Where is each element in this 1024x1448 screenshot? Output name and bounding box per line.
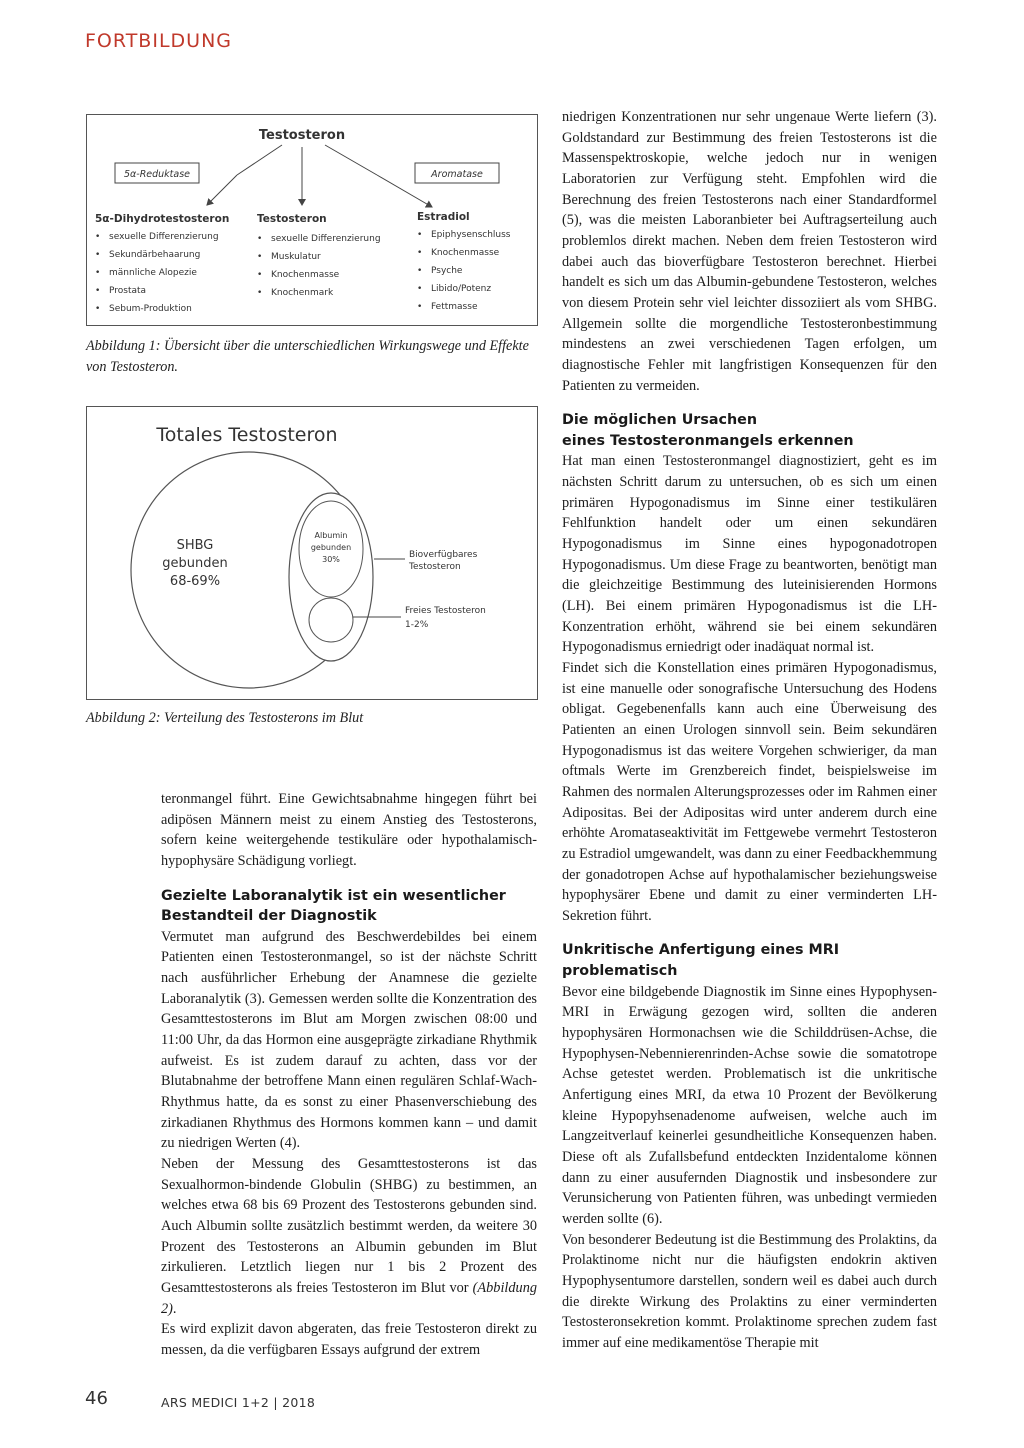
fig1-title: Testosteron [258,128,346,143]
fig1-col1-item: Sebum-Produktion [109,304,192,314]
fig1-col1-bullet: • [95,250,101,260]
fig2-shbg-line: SHBG [176,538,214,553]
fig1-line-right [325,145,377,175]
fig1-col2-bullet: • [257,252,263,262]
left-text-column [161,789,537,1361]
journal-name: ARS MEDICI 1+2 | 2018 [161,1395,316,1410]
figure-reference: (Abbildung 2) [161,1279,537,1317]
paragraph: Findet sich die Konstellation eines primären Hypogonadismus, ist eine manuelle oder sonografische Untersuchung des Hodens obligat. Gegebenenfalls kann auch eine Überweisung des Patienten an einen Urologen sinnvoll sein. Beim sekundären Hypogonadismus ist das weitere Vorgehen schwieriger, da man oftmals Werte im Grenzbereich findet, beispielsweise im Rahmen des normalen Alterungsprozesses oder im Rahmen einer Adipositas. Bei der Adipositas wird unter anderem durch eine erhöhte Aromataseaktivität im Fettgewebe vermehrt Testosteron zu Estradiol umgewandelt, was dann zu einer Feedbackhemmung der gonadotropen Achse auf hypothalamischer beziehungsweise hypophysärer Ebene und damit zu einer verminderten LH-Sekretion führt. [562,659,937,924]
figure-2-caption: Abbildung 2: Verteilung des Testosterons im Blut [86,710,364,726]
fig2-free-circle [309,598,353,642]
right-text-column [562,107,937,1353]
paragraph-end: . [172,1300,177,1317]
fig1-col1-item: Prostata [109,286,147,296]
fig1-col3-bullet: • [417,266,423,276]
figure-1-caption: Abbildung 1: Übersicht über die unterschiedlichen Wirkungswege und Effekte von Testosteron. [86,338,529,375]
fig2-free-line: Freies Testosteron [405,606,486,616]
fig1-enzyme-left: 5α-Reduktase [123,169,191,180]
figure-1-diagram [87,115,537,325]
paragraph: Vermutet man aufgrund des Beschwerdebildes bei einem Patienten einen Testosteronmangel, so ist der nächste Schritt nach ausführlicher Erhebung der Anamnese die gezielte Laboranalytik (3). Gemessen werden sollte die Konzentration des Gesamttestosterons im Blut am Morgen zwischen 08:00 und 11:00 Uhr, da das Hormon eine ausgeprägte zirkadiane Rhythmik aufweist. Es ist zudem darauf zu achten, dass vor der Blutabnahme der betroffene Mann einen regulären Schlaf-Wach-Rhythmus hatte, da es sonst zu einer Phasenverschiebung des zirkadianen Rhythmus des Hormons kommen kann – und damit zu niedrigen Werten (4). [161,928,537,1152]
fig2-albumin-line: gebunden [310,543,352,552]
fig2-albumin-line: Albumin [314,531,348,540]
fig1-col3-item: Fettmasse [431,302,478,312]
paragraph-text: Neben der Messung des Gesamttestosterons ist das Sexualhormon-bindende Globulin (SHBG) zu bestimmen, an welches etwa 68 bis 69 Prozent des Testosterons gebunden sind. Auch Albumin sollte zusätzlich bestimmt werden, da weitere 30 Prozent des Testosterons an Albumin gebunden im Blut zirkulieren. Letztlich liegen nur 1 bis 2 Prozent des Gesamttestosterons als freies Testosteron im Blut vor [161,1156,537,1296]
fig1-col1-bullet: • [95,232,101,242]
heading-line: eines Testosteronmangels erkennen [562,432,854,449]
fig1-col2-bullet: • [257,288,263,298]
fig1-col2-item: Muskulatur [271,252,321,262]
fig1-col3-bullet: • [417,302,423,312]
fig1-col2-item: Knochenmasse [271,270,340,280]
fig1-col1-item: sexuelle Differenzierung [109,232,219,242]
fig1-arrow-left [207,175,237,205]
fig1-enzyme-right: Aromatase [431,169,483,180]
page-number: 46 [85,1388,108,1409]
fig1-col2-bullet: • [257,234,263,244]
paragraph: Bevor eine bildgebende Diagnostik im Sinne eines Hypophysen-MRI in Erwägung gezogen wird, sollten die anderen hypophysären Hormonachsen wie die Schilddrüsen-Achse, die Hypophysen-Nebennierenrinden-Achse sowie die somatotrope Achse getestet werden. Problematisch ist die unkritische Anfertigung eines MRI, da etwa 10 Prozent der Bevölkerung kleine Hypopyhsenadenome aufweisen, welche auch im Langzeitverlauf keinerlei gesundheitliche Konsequenzen haben. Diese oft als Zufallsbefund entdeckten Inzidentalome können dann zu einer ausufernden Diagnostik und insbesondere zur Verunsicherung von Patienten führen, was unbedingt vermieden werden sollte (6). [562,983,937,1227]
figure-2-testosterone-distribution [86,406,538,700]
section-heading [562,410,937,451]
figure-1-testosterone-pathways [86,114,538,326]
fig1-col3-title: Estradiol [417,211,470,223]
fig2-title: Totales Testosteron [156,424,338,446]
fig1-col1-bullet: • [95,268,101,278]
fig1-col3-bullet: • [417,248,423,258]
section-heading: Gezielte Laboranalytik ist ein wesentlicher Bestandteil der Diagnostik [161,887,506,925]
paragraph: teronmangel führt. Eine Gewichtsabnahme hingegen führt bei adipösen Männern meist zu einem Anstieg des Testosterons, sofern keine weitergehende testikuläre oder hypothalamisch-hypophysäre Schädigung vorliegt. [161,791,537,869]
fig2-bio-line: Bioverfügbares [409,550,478,560]
fig1-col2-title: Testosteron [257,213,327,225]
fig1-col1-item: männliche Alopezie [109,268,197,278]
fig1-col3-item: Knochenmasse [431,248,500,258]
fig1-col3-bullet: • [417,230,423,240]
fig2-free-line: 1-2% [405,620,429,630]
fig1-col3-item: Libido/Potenz [431,284,492,294]
section-heading: Unkritische Anfertigung eines MRI problematisch [562,942,840,980]
paragraph: Es wird explizit davon abgeraten, das freie Testosteron direkt zu messen, da die verfügbaren Essays aufgrund der extrem [161,1321,537,1358]
fig1-col1-bullet: • [95,304,101,314]
paragraph: niedrigen Konzentrationen nur sehr ungenaue Werte liefern (3). Goldstandard zur Bestimmung des freien Testosterons ist die Massenspektroskopie, welche jedoch nur in wenigen Laboratorien zur Verfügung steht. Empfohlen wird die Berechnung des freien Testosterons nach einer Standardformel (5), was die meisten Laboranbieter bei Auftragserteilung auch problemlos direkt machen. Neben dem freien Testosteron wird dabei auch das bioverfügbare Testosteron berechnet. Hierbei handelt es sich um das Albumin-gebundene Testosteron, welches von diesem Protein sehr viel leichter dissoziiert als vom SHBG. Allgemein sollte die morgendliche Testosteronbestimmung mindestens an zwei verschiedenen Tagen erfolgen, um diagnostische Fehler mit langfristigen Konsequenzen für den Patienten zu vermeiden. [562,109,937,394]
fig1-col2-bullet: • [257,270,263,280]
fig2-shbg-line: 68-69% [169,574,221,589]
fig2-albumin-line: 30% [322,555,340,564]
fig1-col2-item: Knochenmark [271,288,334,298]
figure-2-diagram [87,407,537,699]
fig1-line-left [237,145,282,175]
fig1-col1-bullet: • [95,286,101,296]
heading-line: Die möglichen Ursachen [562,412,758,429]
fig1-col3-bullet: • [417,284,423,294]
fig1-col3-item: Epiphysenschluss [431,230,511,240]
fig1-col2-item: sexuelle Differenzierung [271,234,381,244]
paragraph [161,1154,537,1319]
fig1-col1-title: 5α-Dihydrotestosteron [95,213,230,225]
paragraph: Hat man einen Testosteronmangel diagnostiziert, geht es im nächsten Schritt darum zu untersuchen, ob es sich um einen primären Hypogonadismus im Sinne einer testikulären Fehlfunktion handelt oder um einen sekundären Hypogonadismus im Sinne eines hypogonadotropen Hypogonadismus. Um diese Frage zu beantworten, benötigt man die gleichzeitige Bestimmung des luteinisierenden Hormons (LH). Bei einem primären Hypogonadismus ist die LH-Konzentration erhöht, während sie bei einem sekundären Hypogonadismus erniedrigt oder inadäquat normal ist. [562,453,937,656]
fig1-col3-item: Psyche [431,266,463,276]
section-header: FORTBILDUNG [85,30,233,52]
paragraph: Von besonderer Bedeutung ist die Bestimmung des Prolaktins, da Prolaktinome nicht nur die häufigsten endokrin aktiven Hypophysentumore darstellen, sondern weil es dabei auch durch die direkte Wirkung des Prolaktins zu einer verminderten Testosteronsekretion kommt. Prolaktinome sprechen zudem fast immer auf eine medikamentöse Therapie mit [562,1231,937,1351]
fig2-bio-line: Testosteron [409,562,461,572]
fig1-col1-item: Sekundärbehaarung [109,250,201,260]
fig2-shbg-line: gebunden [162,556,228,571]
